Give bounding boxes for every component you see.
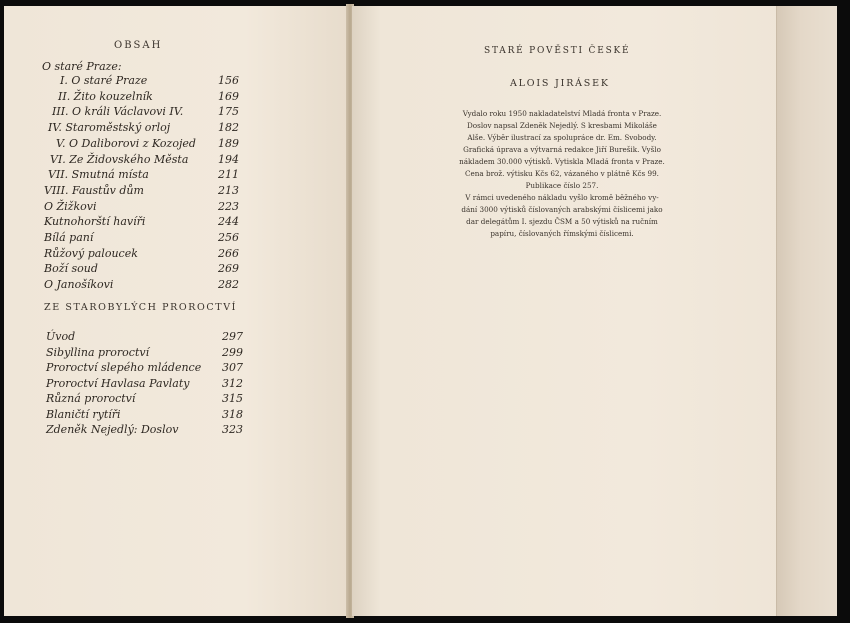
toc-entry-page: 194 [218, 152, 239, 166]
imprint-line: Doslov napsal Zdeněk Nejedlý. S kresbami Mikoláše [467, 121, 657, 130]
toc-entry-label: Proroctví slepého mládence [46, 361, 202, 374]
imprint-text [452, 108, 672, 240]
toc-entry [46, 423, 178, 436]
imprint-paragraph-1 [452, 108, 672, 192]
toc-entry-page: 323 [222, 423, 243, 436]
toc-entry [46, 377, 190, 390]
toc-entry-page: 211 [218, 168, 239, 182]
imprint-line: Alše. Výběr ilustrací za spolupráce dr. Em. Svobody. [467, 133, 657, 142]
toc-entry-label: II. Žito kouzelník [58, 89, 153, 103]
toc-entry-page: 297 [222, 330, 243, 343]
toc-entry-label: Bílá paní [44, 231, 94, 244]
book-author: ALOIS JIRÁSEK [510, 78, 610, 89]
toc-entry [44, 200, 97, 213]
section-title: ZE STAROBYLÝCH PROROCTVÍ [44, 302, 238, 313]
toc-entry-label: V. O Daliborovi z Kozojed [56, 136, 196, 150]
toc-entry [52, 105, 183, 118]
imprint-line: dar delegátům I. sjezdu ČSM a 50 výtisků na ručním [466, 217, 658, 226]
toc-entry-page: 307 [222, 361, 243, 374]
toc-title: OBSAH [114, 40, 163, 51]
toc-entry-page: 189 [218, 136, 239, 150]
toc-entry-label: O Žižkovi [44, 199, 97, 213]
toc-entry-label: VIII. Faustův dům [44, 183, 144, 197]
toc-entry-label: Různá proroctví [46, 392, 136, 405]
imprint-line: papíru, číslovaných římskými číslicemi. [490, 229, 634, 238]
imprint-line: Cena brož. výtisku Kčs 62, vázaného v plátně Kčs 99. [465, 169, 659, 178]
toc-entry-label: Sibyllina proroctví [46, 345, 150, 359]
toc-entry-label: VI. Ze Židovského Města [50, 152, 189, 166]
toc-entry-label: Blaničtí rytíři [46, 407, 121, 421]
toc-entry [60, 74, 147, 87]
toc-entry [44, 262, 98, 275]
toc-entry-label: Zdeněk Nejedlý: Doslov [46, 423, 179, 436]
toc-entry-page: 175 [218, 105, 239, 119]
toc-entry [44, 278, 113, 291]
toc-entry-page: 213 [218, 183, 239, 197]
toc-entry [48, 121, 170, 134]
toc-entry [46, 408, 121, 421]
toc-entry-label: VII. Smutná místa [48, 168, 149, 182]
toc-entry-page: 256 [218, 231, 239, 244]
toc-entry-label: Kutnohorští havíři [44, 215, 146, 229]
toc-entry [56, 137, 196, 150]
toc-entry-label: O Janošíkovi [44, 278, 114, 292]
toc-entry [46, 330, 75, 343]
toc-entry [44, 247, 138, 260]
toc-entry [58, 90, 153, 103]
imprint-line: V rámci uvedeného nákladu vyšlo kromě běžného vy- [465, 193, 659, 202]
toc-entry-label: IV. Staroměstský orloj [48, 121, 171, 135]
imprint-line: Grafická úprava a výtvarná redakce Jiří Burešik. Vyšlo [463, 145, 661, 154]
toc-entry-page: 269 [218, 262, 239, 276]
page-edge-stack [776, 6, 837, 616]
toc-entry [44, 215, 145, 228]
book-title: STARÉ POVĚSTI ČESKÉ [484, 46, 631, 56]
right-page [352, 6, 836, 616]
imprint-line: Publikace číslo 257. [525, 181, 599, 190]
imprint-line: dání 3000 výtisků číslovaných arabskými číslicemi jako [461, 205, 663, 214]
toc-group-heading: O staré Praze: [42, 60, 122, 73]
toc-entry-page: 223 [218, 199, 239, 213]
toc-entry [46, 392, 135, 405]
toc-entry [48, 168, 149, 181]
imprint-line: Vydalo roku 1950 nakladatelství Mladá fronta v Praze. [462, 109, 662, 118]
toc-entry-page: 318 [222, 407, 243, 421]
toc-entry-page: 312 [222, 376, 243, 390]
toc-entry-page: 169 [218, 89, 239, 103]
imprint-line: nákladem 30.000 výtisků. Vytiskla Mladá fronta v Praze. [459, 157, 665, 166]
toc-entry-page: 156 [218, 74, 239, 87]
toc-entry-page: 315 [222, 392, 243, 405]
toc-entry-page: 266 [218, 246, 239, 260]
toc-entry [46, 346, 149, 359]
toc-entry-label: Růžový paloucek [44, 246, 138, 260]
toc-entry-label: I. O staré Praze [60, 74, 148, 87]
toc-entry [46, 361, 201, 374]
toc-entry-label: Úvod [46, 330, 76, 343]
toc-entry-page: 282 [218, 278, 239, 292]
toc-entry-label: III. O králi Václavovi IV. [52, 105, 184, 119]
imprint-paragraph-2 [452, 192, 672, 240]
toc-entry [50, 153, 188, 166]
toc-entry-page: 299 [222, 345, 243, 359]
toc-entry-label: Boží soud [44, 262, 98, 276]
toc-entry [44, 184, 144, 197]
toc-entry-page: 182 [218, 121, 239, 135]
toc-entry-page: 244 [218, 215, 239, 229]
toc-entry-label: Proroctví Havlasa Pavlaty [46, 376, 190, 390]
toc-entry [44, 231, 93, 244]
